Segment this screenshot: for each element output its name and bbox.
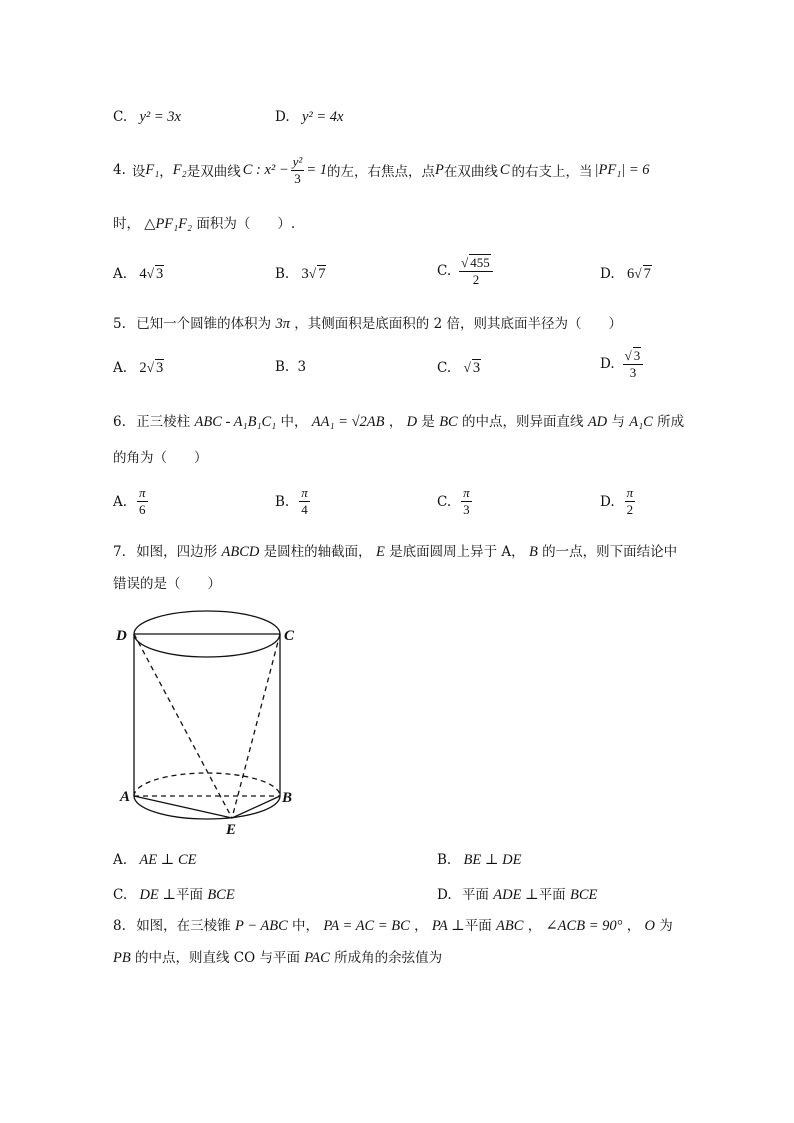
q7-option-b: B. BE ⊥ DE	[437, 852, 522, 868]
q4-stem-line1: 4. 设 F₁ ， F₂ 是双曲线 C : x² − $\frac{\text{y²}}{3}$ = 1 的左，右焦点，点 P 在双曲线 C 的右支上，当 |PF₁| = 6	[113, 153, 650, 186]
label-c: C	[284, 628, 295, 644]
q8-stem-line2: PB 的中点，则直线 CO 与平面 PAC 所成角的余弦值为	[113, 950, 443, 966]
q6-option-a: A. $\frac{\pi}{6}$	[113, 485, 146, 517]
bottom-arc-back	[134, 773, 280, 796]
q4-option-d: D. 6√ 7	[600, 266, 651, 282]
bottom-arc-front	[134, 796, 280, 819]
q5-stem: 5. 已知一个圆锥的体积为 3π ，其侧面积是底面积的 2 倍，则其底面半径为（ ）	[113, 316, 622, 332]
q6-option-b: B. $\frac{\pi}{4}$	[275, 485, 308, 517]
q7-stem-line1: 7. 如图，四边形 ABCD 是圆柱的轴截面， E 是底面圆周上异于 A， B 的一点，则下面结论中	[113, 544, 678, 560]
q7-option-a: A. AE ⊥ CE	[113, 852, 197, 868]
segment-be	[232, 796, 280, 818]
q4-option-a: A. 4√ 3	[113, 266, 164, 282]
segment-ce	[232, 634, 280, 818]
q8-stem-line1: 8. 如图，在三棱锥 P − ABC 中， PA = AC = BC ， PA ⊥平面 ABC ， ∠ACB = 90° ， O 为	[113, 918, 673, 934]
q3-option-d: D. y² = 4x	[275, 109, 344, 125]
q6-stem-line1: 6. 正三棱柱 ABC - A₁B₁C₁ 中， AA₁ = √2AB ， D 是 BC 的中点，则异面直线 AD 与 A₁C 所成	[113, 414, 685, 430]
segment-de	[134, 634, 232, 818]
q4-option-c: C. $\frac{√ 455}{2}$	[437, 254, 493, 288]
q5-option-a: A. 2√ 3	[113, 360, 164, 376]
q4-option-b: B. 3√ 7	[275, 266, 326, 282]
q6-stem-line2: 的角为（ ）	[113, 450, 208, 466]
q6-option-d: D. $\frac{\pi}{2}$	[600, 485, 634, 517]
q4-fraction: $\frac{\text{y²}}{3}$	[292, 153, 303, 186]
q3-option-c: C. y² = 3x	[113, 109, 181, 125]
q5-option-b: B. 3	[275, 359, 307, 375]
label-d: D	[116, 628, 127, 644]
q7-option-c: C. DE ⊥平面 BCE	[113, 887, 235, 903]
q5-option-d: D. $\frac{√ 3}{3}$	[600, 347, 643, 381]
q6-option-c: C. $\frac{\pi}{3}$	[437, 485, 470, 517]
q7-option-d: D. 平面 ADE ⊥平面 BCE	[437, 887, 598, 903]
label-b: B	[282, 790, 293, 806]
label-e: E	[226, 822, 237, 838]
q4-stem-line2: 时， △PF₁F₂ 面积为（ ）.	[113, 216, 296, 232]
label-a: A	[120, 789, 131, 805]
q5-option-c: C. √ 3	[437, 360, 481, 376]
q3-option-d-expr: y² = 4x	[301, 109, 344, 125]
segment-ae	[134, 796, 232, 818]
q3-option-c-expr: y² = 3x	[139, 109, 181, 125]
q7-stem-line2: 错误的是（ ）	[113, 576, 221, 592]
cylinder-figure	[110, 610, 310, 840]
